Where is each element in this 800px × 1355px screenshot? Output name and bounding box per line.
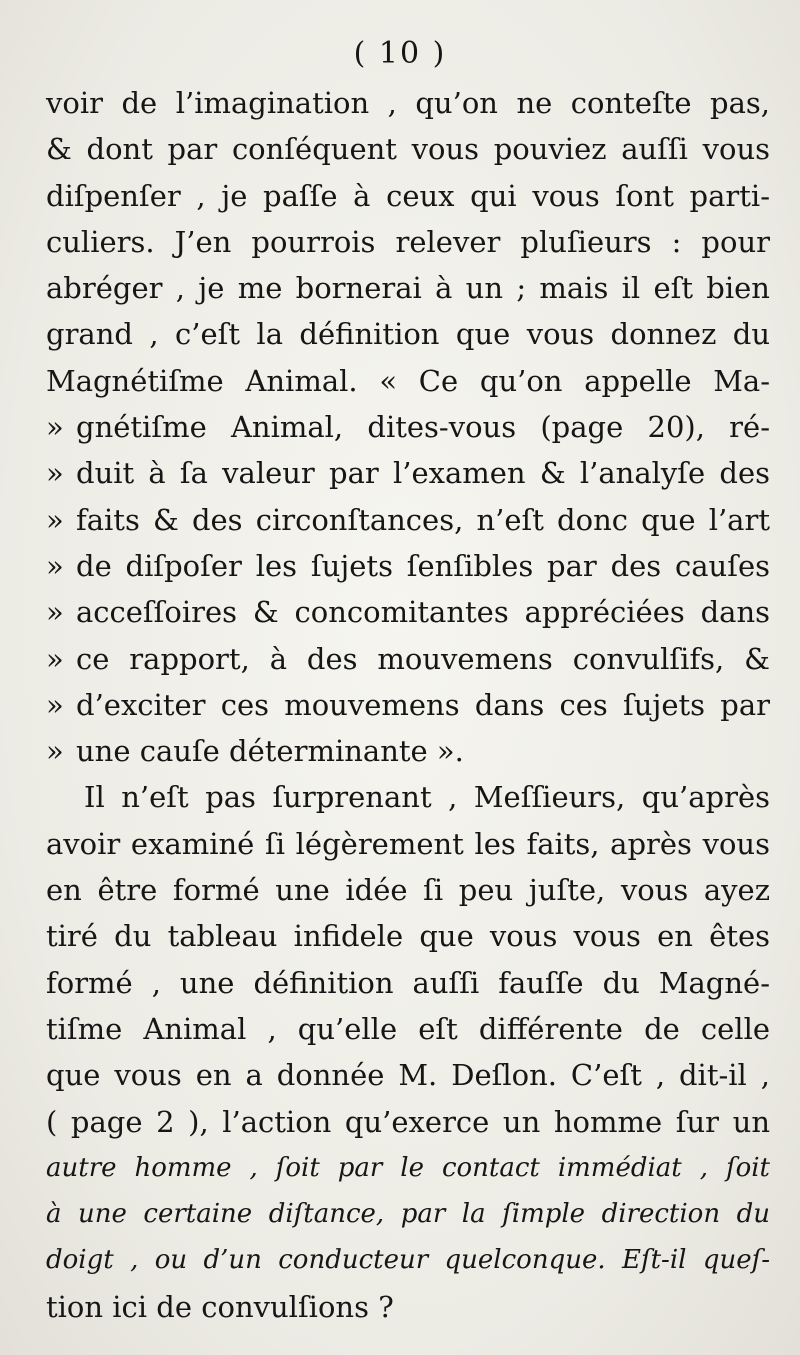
- quote-mark: »: [46, 456, 64, 491]
- text-line: grand , c’eſt la définition que vous donnez du: [46, 317, 770, 352]
- text-line: diſpenſer , je paſſe à ceux qui vous ſont parti-: [46, 178, 770, 213]
- italic-quote-line: à une certaine diſtance, par la ſimple direction du: [46, 1199, 770, 1230]
- text-line: Magnétiſme Animal. « Ce qu’on appelle Ma-: [46, 363, 770, 398]
- text-line: & dont par conſéquent vous pouviez auſſi vous: [46, 132, 770, 167]
- italic-quote-line: autre homme , ſoit par le contact immédiat , ſoit: [46, 1152, 770, 1183]
- italic-quote-line: doigt , ou d’un conducteur quelconque. Eſt-il queſ-: [46, 1245, 770, 1276]
- text-line: formé , une définition auſſi fauſſe du Magné-: [46, 965, 770, 1000]
- quoted-line: [46, 497, 770, 543]
- body-text: [46, 80, 770, 1330]
- text-line: tiſme Animal , qu’elle eſt différente de celle: [46, 1011, 770, 1046]
- quoted-line: [46, 543, 770, 589]
- quoted-text: duit à ſa valeur par l’examen & l’analyſe des: [76, 456, 770, 491]
- quoted-text: acceſſoires & concomitantes appréciées dans: [76, 595, 770, 630]
- quoted-line: [46, 728, 770, 774]
- text-line: avoir examiné ſi légèrement les faits, après vous: [46, 826, 770, 861]
- text-line: tion ici de convulſions ?: [46, 1289, 394, 1324]
- text-line: ( page 2 ), l’action qu’exerce un homme ſur un: [46, 1104, 770, 1139]
- quoted-text: gnétiſme Animal, dites-vous (page 20), ré-: [76, 410, 770, 445]
- quote-mark: »: [46, 734, 64, 769]
- text-line: en être formé une idée ſi peu juſte, vous ayez: [46, 873, 770, 908]
- quoted-line: [46, 682, 770, 728]
- text-line: tiré du tableau infidele que vous vous en êtes: [46, 919, 770, 954]
- text-line: abréger , je me bornerai à un ; mais il eſt bien: [46, 271, 770, 306]
- quoted-line: [46, 589, 770, 635]
- text-line: voir de l’imagination , qu’on ne conteſte pas,: [46, 86, 770, 120]
- quoted-text: faits & des circonſtances, n’eſt donc que l’art: [76, 502, 770, 537]
- quote-mark: »: [46, 548, 64, 583]
- text-line: culiers. J’en pourrois relever pluſieurs : pour: [46, 224, 770, 259]
- quoted-line: [46, 450, 770, 496]
- quoted-text: ce rapport, à des mouvemens convulſifs, &: [76, 641, 770, 676]
- text-line: que vous en a donnée M. Deſlon. C’eſt , dit-il ,: [46, 1058, 770, 1093]
- quoted-line: [46, 636, 770, 682]
- page-number: ( 10 ): [353, 36, 447, 71]
- quote-mark: »: [46, 502, 64, 537]
- paragraph-start-line: Il n’eſt pas ſurprenant , Meſſieurs, qu’après: [84, 780, 770, 815]
- quote-mark: »: [46, 687, 64, 722]
- quote-mark: »: [46, 641, 64, 676]
- quote-mark: »: [46, 595, 64, 630]
- quoted-line: [46, 404, 770, 450]
- quote-mark: »: [46, 410, 64, 445]
- quoted-text: de diſpoſer les ſujets ſenſibles par des cauſes: [76, 548, 770, 583]
- quoted-text: d’exciter ces mouvemens dans ces ſujets par: [76, 687, 770, 722]
- quoted-text: une cauſe déterminante ».: [76, 734, 464, 769]
